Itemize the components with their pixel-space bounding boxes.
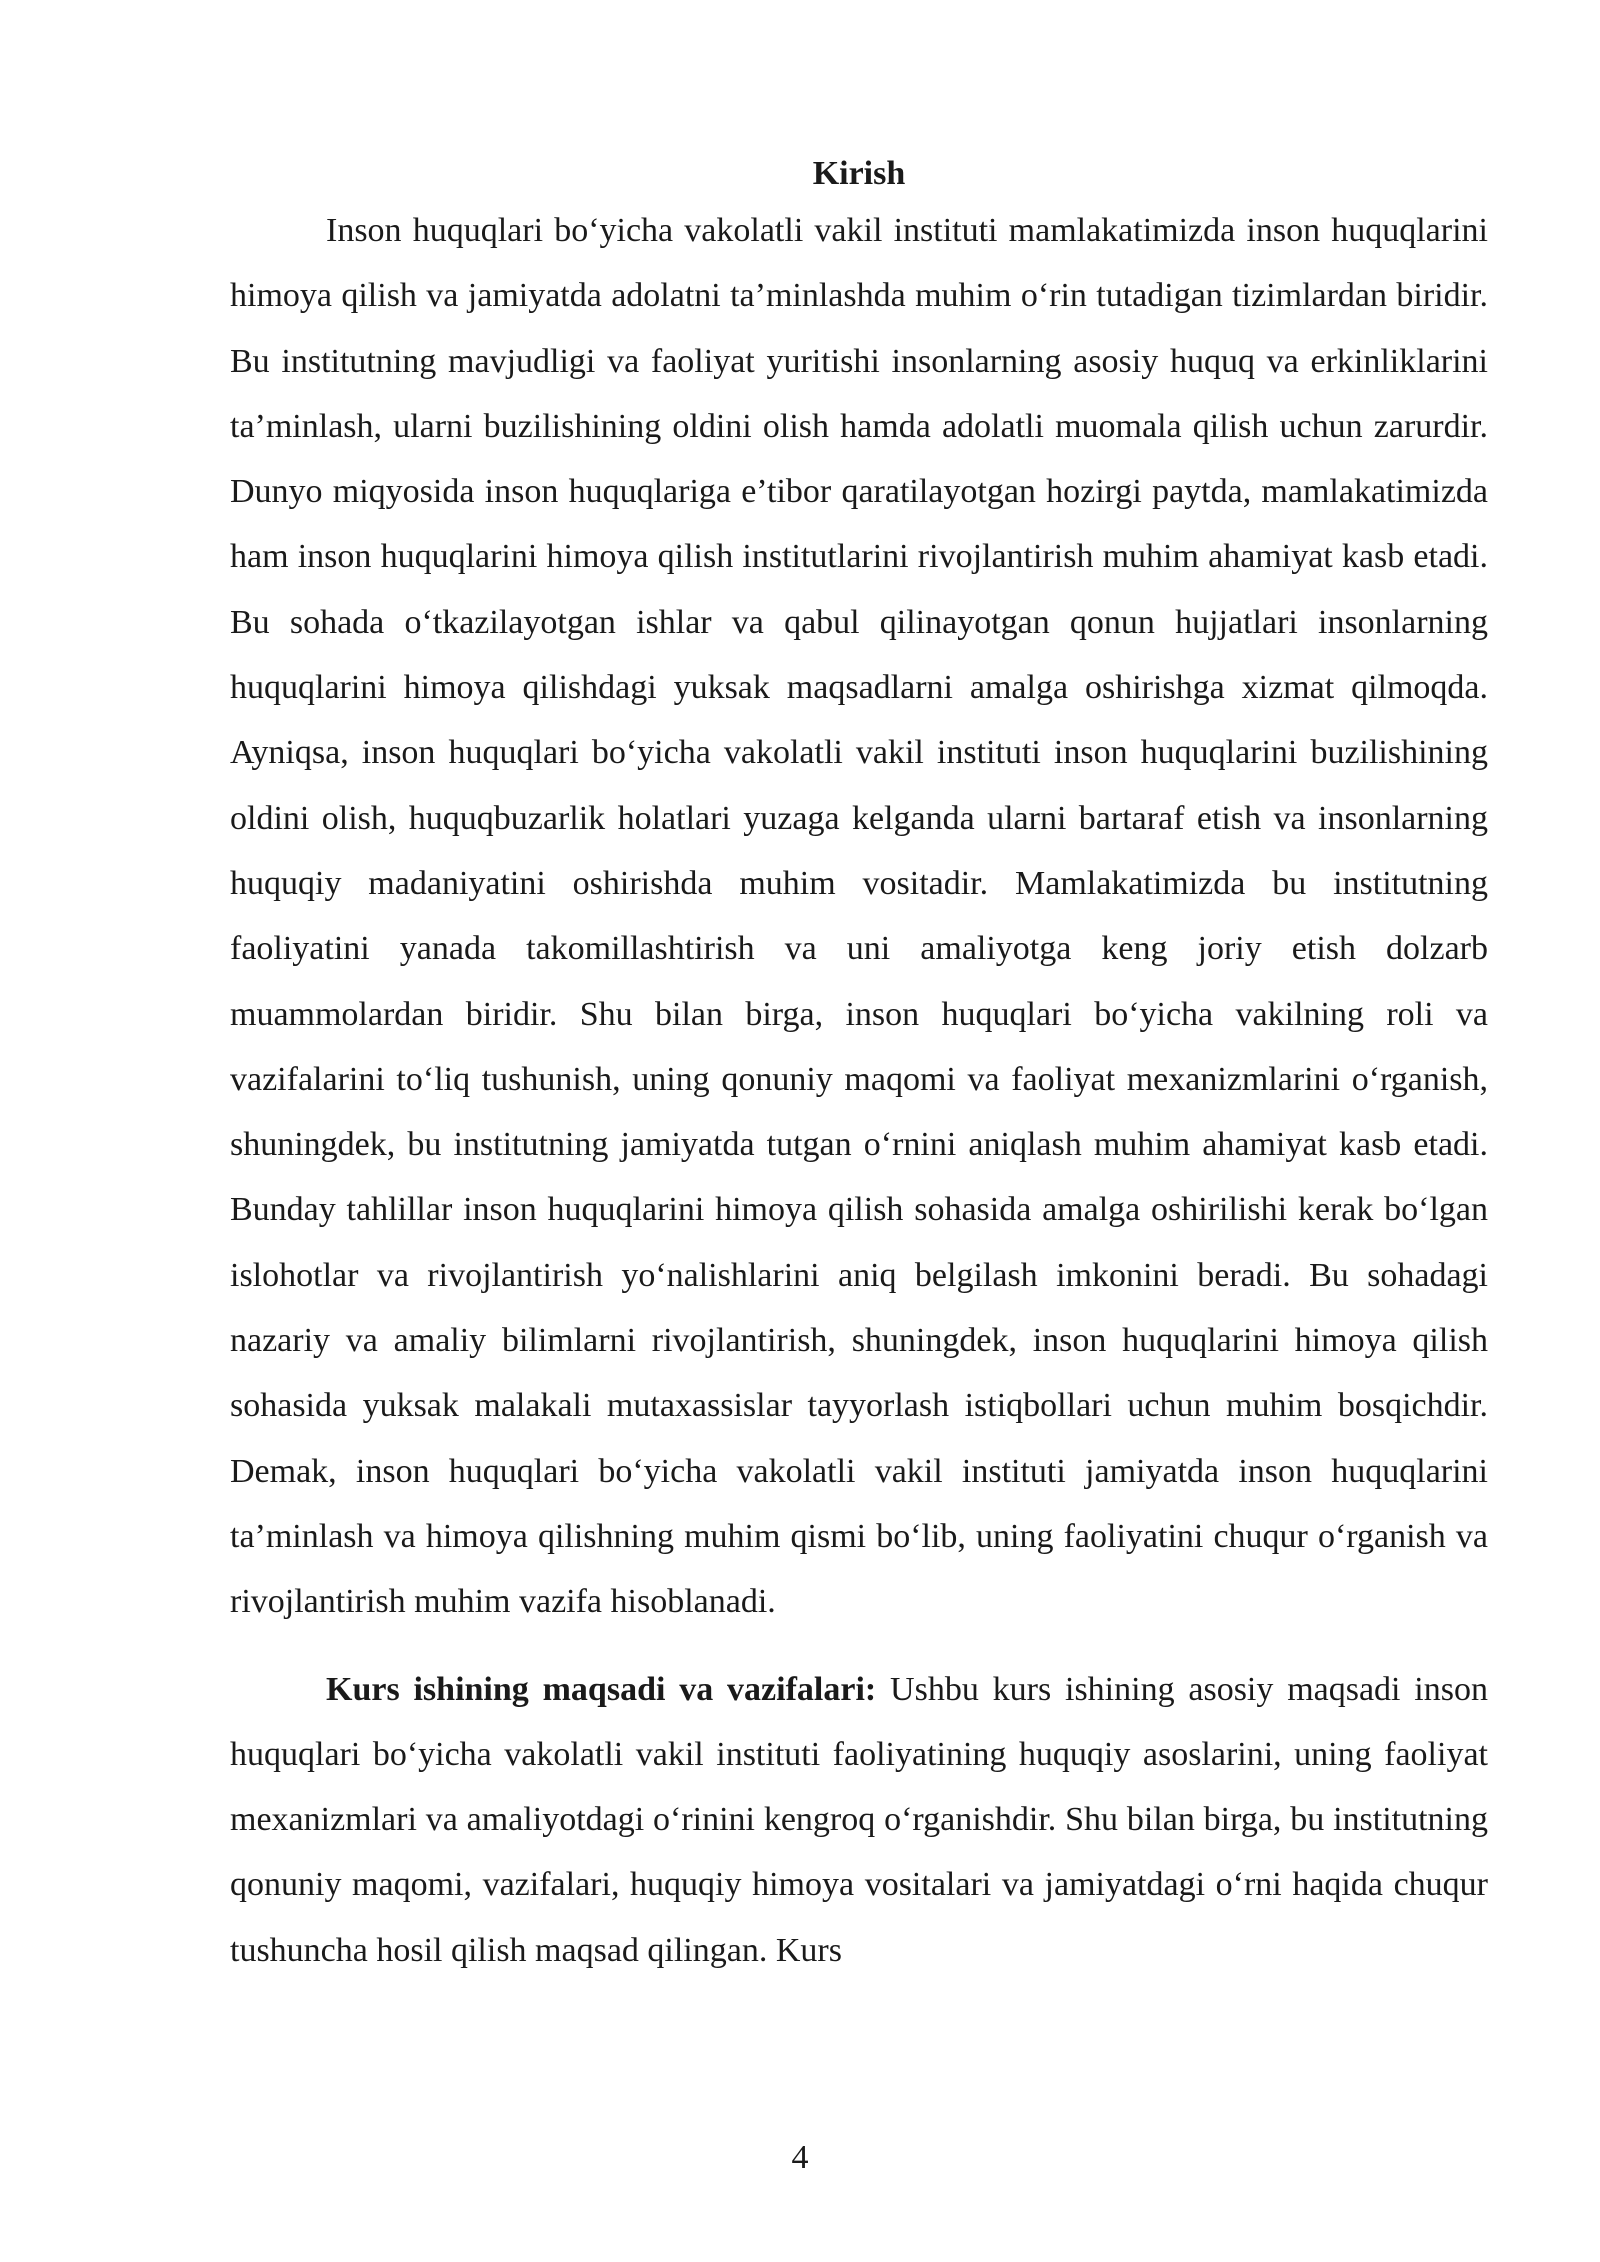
goals-lead-text: Kurs ishining maqsadi va vazifalari: — [326, 1670, 877, 1708]
page-content — [230, 150, 1488, 1983]
section-heading: Kirish — [812, 155, 906, 192]
page-number: 4 — [791, 2139, 809, 2176]
goals-body-text: Ushbu kurs ishining asosiy maqsadi inson huquqlari bo‘yicha vakolatli vakil instituti faoliyatining huquqiy asoslarini, uning faoliyat mexanizmlari va amaliyotdagi o‘rinini kengroq o‘rganishdir. Shu bilan birga, bu institutning qonuniy maqomi, vazifalari, huquqiy himoya vositalari va jamiyatdagi o‘rni haqida chuqur tushuncha hosil qilish maqsad qilingan. Kurs — [230, 1670, 1488, 1969]
intro-paragraph: Inson huquqlari bo‘yicha vakolatli vakil instituti mamlakatimizda inson huquqlarini himoya qilish va jamiyatda adolatni ta’minlashda muhim o‘rin tutadigan tizimlardan biridir. Bu institutning mavjudligi va faoliyat yuritishi insonlarning asosiy huquq va erkinliklarini ta’minlash, ularni buzilishining oldini olish hamda adolatli muomala qilish uchun zarurdir. Dunyo miqyosida inson huquqlariga e’tibor qaratilayotgan hozirgi paytda, mamlakatimizda ham inson huquqlarini himoya qilish institutlarini rivojlantirish muhim ahamiyat kasb etadi. Bu sohada o‘tkazilayotgan ishlar va qabul qilinayotgan qonun hujjatlari insonlarning huquqlarini himoya qilishdagi yuksak maqsadlarni amalga oshirishga xizmat qilmoqda. Ayniqsa, inson huquqlari bo‘yicha vakolatli vakil instituti inson huquqlarini buzilishining oldini olish, huquqbuzarlik holatlari yuzaga kelganda ularni bartaraf etish va insonlarning huquqiy madaniyatini oshirishda muhim vositadir. Mamlakatimizda bu institutning faoliyatini yanada takomillashtirish va uni amaliyotga keng joriy etish dolzarb muammolardan biridir. Shu bilan birga, inson huquqlari bo‘yicha vakilning roli va vazifalarini to‘liq tushunish, uning qonuniy maqomi va faoliyat mexanizmlarini o‘rganish, shuningdek, bu institutning jamiyatda tutgan o‘rnini aniqlash muhim ahamiyat kasb etadi. Bunday tahlillar inson huquqlarini himoya qilish sohasida amalga oshirilishi kerak bo‘lgan islohotlar va rivojlantirish yo‘nalishlarini aniq belgilash imkonini beradi. Bu sohadagi nazariy va amaliy bilimlarni rivojlantirish, shuningdek, inson huquqlarini himoya qilish sohasida yuksak malakali mutaxassislar tayyorlash istiqbollari uchun muhim bosqichdir. Demak, inson huquqlari bo‘yicha vakolatli vakil instituti jamiyatda inson huquqlarini ta’minlash va himoya qilishning muhim qismi bo‘lib, uning faoliyatini chuqur o‘rganish va rivojlantirish muhim vazifa hisoblanadi. — [230, 212, 1488, 1621]
goals-paragraph — [230, 1657, 1488, 1983]
